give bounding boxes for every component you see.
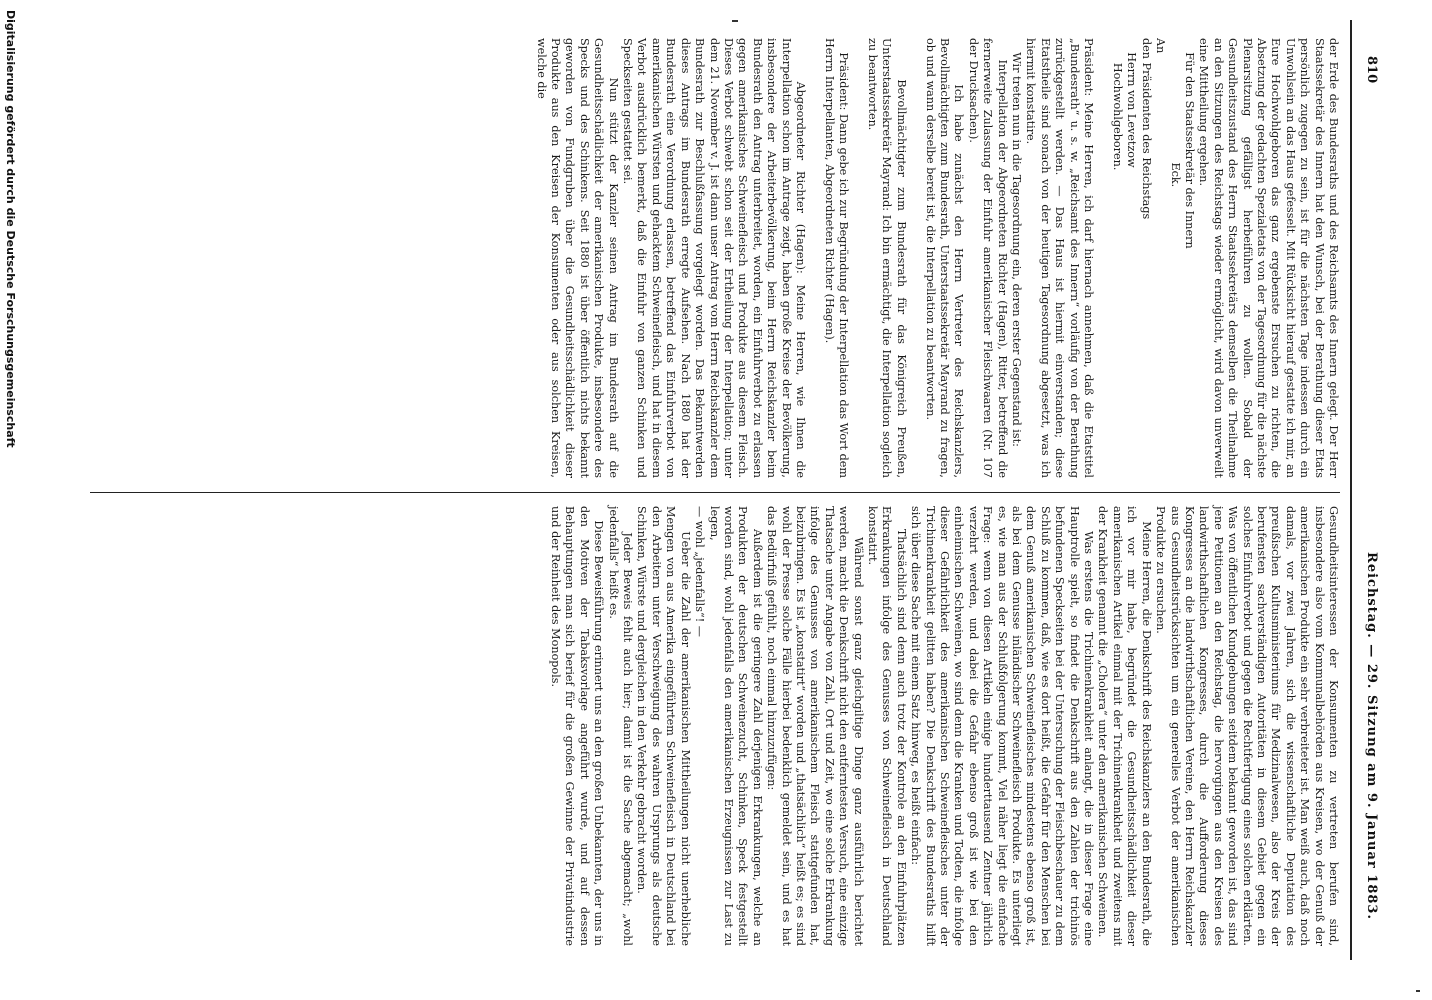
page-number: 810 [1364,56,1380,84]
page-header [1350,20,1392,960]
digitization-credit: Digitalisierung gefördert durch die Deutsche Forschungsgemeinschaft [4,10,17,448]
running-head: Reichstag. — 29. Sitzung am 9. Januar 1883. [1364,552,1380,920]
margin-mark [732,20,738,22]
text-column-left: der Erde des Bundesraths und des Reichsamts des Innern gelegt. Der Herr Staatssekretär des Innern hat den Wunsch, bei der Berathung dieser Etats persönlich zugegen zu sein, ist für die nächsten Tage indessen durch ein Unwohlsein an das Haus gefesselt. Mit Rücksicht hierauf gestatte ich mir, an Eure Hochwohlgeboren das ganz ergebenste Ersuchen zu richten, die Absetzung der gedachten Spezialetats von der Tagesordnung für die nächste Plenarsitzung gefälligst herbeiführen zu wollen. Sobald der Gesundheitszustand des Herrn Staatssekretärs demselben die Theilnahme an den Sitzungen des Reichstags wieder ermöglicht, wird davon unverweilt eine Mittheilung ergehen. Für den Staatssekretär des Innern Eck. An den Präsidenten des Reichstags Herrn von Levetzow Hochwohlgeboren. Präsident: Meine Herren, ich darf hiernach annehmen, daß die Etatstitel „Bundesrath“ u. s. w. „Reichsamt des Innern“ vorläufig von der Berathung zurückgestellt werden. — Das Haus ist hiermit einverstanden; diese Etatstheile sind sonach von der heutigen Tagesordnung abgesetzt, was ich hiermit konstatire. Wir treten nun in die Tagesordnung ein, deren erster Gegenstand ist: Interpellation der Abgeordneten Richter (Hagen), Ritter, betreffend die fernerweite Zulassung der Einfuhr amerikanischer Fleischwaaren (Nr. 107 der Drucksachen). Ich habe zunächst den Herrn Vertreter des Reichskanzlers, Bevollmächtigten zum Bundesrath, Unterstaatssekretär Mayrand zu fragen, ob und wann derselbe bereit ist, die Interpellation zu beantworten. Bevollmächtigter zum Bundesrath für das Königreich Preußen, Unterstaatssekretär Mayrand: Ich bin ermächtigt, die Interpellation sogleich zu beantworten. Präsident: Dann gebe ich zur Begründung der Interpellation das Wort dem Herrn Interpellanten, Abgeordneten Richter (Hagen). Abgeordneter Richter (Hagen): Meine Herren, wie Ihnen die Interpellation schon im Antrage zeigt, haben große Kreise der Bevölkerung, insbesondere der Arbeiterbevölkerung, beim Herrn Reichskanzler beim Bundesrath den Antrag unterbreitet, worden, ein Einfuhrverbot zu erlassen gegen amerikanisches Schweinefleisch und Produkte aus diesem Fleisch. Dieses Verbot schwebt schon seit der Ertheilung der Interpellation; unter dem 21. November v. J. ist dann unser Antrag vom Herrn Reichskanzler dem Bundesrath zur Beschlußfassung vorgelegt worden. Das Bekanntwerden dieses Antrags im Bundesrath erregte Aufsehen. Nach 1880 hat der Bundesrath eine Verordnung erlassen, betreffend das Einfuhrverbot von amerikanischen Würsten und gehacktem Schweinefleisch, und hat in diesem Verbot ausdrücklich bemerkt, daß die Einfuhr von ganzen Schinken und Speckseiten gestattet sei. Nun stützt der Kanzler seinen Antrag im Bundesrath auf die Gesundheitsschädlichkeit der amerikanischen Produkte, insbesondere des Specks und des Schinkens. Seit 1880 ist über öffentlich nichts bekannt geworden von Fundgruben über die Gesundheitsschädlichkeit dieser Produkte aus den Kreisen der Konsumenten oder aus solchen Kreisen, welche die [534,38,1340,479]
column-divider [90,492,1340,493]
text-column-right: Gesundheitsinteressen der Konsumenten zu vertreten berufen sind, insbesondere also vom Kommunalbehörden aus Kreisen, wo der Genuß der amerikanischen Produkte ein sehr verbreiteter ist. Man weiß auch, daß noch damals, vor zwei Jahren, sich die wissenschaftliche Deputation des preußischen Kultusministeriums für Medizinalwesen, also der Kreis der berufensten sachverständigen Autoritäten in diesem Gebiet gegen ein solches Einfuhrverbot und gegen die Rechtfertigung eines solchen erklärten. Was von öffentlichen Kundgebungen seitdem bekannt geworden ist, das sind jene Petitionen an den Reichstag, die hervorgingen aus den Kreisen des landwirthschaftlichen Kongresses, durch die Aufforderung dieses Kongresses an die landwirthschaftlichen Vereine, den Herrn Reichskanzler aus Gesundheitsrücksichten um ein generelles Verbot der amerikanischen Produkte zu ersuchen. Meine Herren, die Denkschrift des Reichskanzlers an den Bundesrath, die ich vor mir habe, begründet die Gesundheitsschädlichkeit dieser amerikanischen Artikel einmal mit der Trichinenkrankheit und zweitens mit der Krankheit genannt die „Cholera“ unter den amerikanischen Schweinen. Was erstens die Trichinenkrankheit anlangt, die in dieser Frage eine Hauptrolle spielt, so findet die Denkschrift aus den Zahlen der trichinös befundenen Speckseiten bei der Untersuchung der Fleischbeschauer zu dem Schluß zu kommen, daß, wie es dort heißt, die Gefahr für den Menschen bei dem Genuß amerikanischen Schweinefleisches mindestens ebenso groß ist, als bei dem Genusse inländischer Schweinefleisch Produkte. Es unterliegt es, wie man aus der Schlußfolgerung kommt, Viel näher liegt die einfache Frage: wenn von diesen Artikeln einige hunderttausend Zentner jährlich verzehrt werden, und dabei die Gefahr ebenso groß ist wie bei den einheimischen Schweinen, wo sind denn die Kranken und Todten, die infolge dieser Gefährlichkeit des amerikanischen Schweinefleisches unter der Trichinenkrankheit gelitten haben? Die Denkschrift des Bundesraths hilft sich über diese Sache mit einem Satz hinweg, es heißt einfach: Thatsächlich sind denn auch trotz der Kontrole an den Einfuhrplätzen Erkrankungen infolge des Genusses von Schweinefleisch in Deutschland konstatirt. Während sonst ganz gleichgiltige Dinge ganz ausführlich berichtet werden, macht die Denkschrift nicht den entferntesten Versuch, eine einzige Thatsache unter Angabe von Zahl, Ort und Zeit, wo eine solche Erkrankung infolge des Genusses von amerikanischem Fleisch stattgefunden hat, beizubringen. Es ist „konstatirt“ worden und „thatsächlich“ heißt es; es sind wohl der Presse solche Fälle hierbei bedenklich gemeldet sein, und es hat das Bedürfniß gefühlt, noch einmal hinzuzufügen: Außerdem ist die geringere Zahl derjenigen Erkrankungen, welche an Produkten der deutschen Schweinezucht, Schinken, Speck festgestellt worden sind, wohl jedenfalls den amerikanischen Erzeugnissen zur Last zu legen, — wohl „jedenfalls“! — Ueber die Zahl der amerikanischen Mittheilungen nicht unerhebliche Mengen von aus Amerika eingeführtem Schweinefleisch in Deutschland bei den Arbeitern unter Verschweigung des wahren Ursprungs als deutsche Schinken, Würste und dergleichen in den Verkehr gebracht worden. Jeder Beweis fehlt auch hier; damit ist die Sache abgemacht; „wohl jedenfalls“ heißt es. Diese Beweisführung erinnert uns an den großen Unbekannten, der uns in den Motiven der Tabaksvorlage angeführt wurde, und auf dessen Behauptungen man sich berief für die großen Gewinne der Privatindustrie und der Reinheit des Monopols. [549,506,1340,947]
margin-mark [1416,990,1420,992]
